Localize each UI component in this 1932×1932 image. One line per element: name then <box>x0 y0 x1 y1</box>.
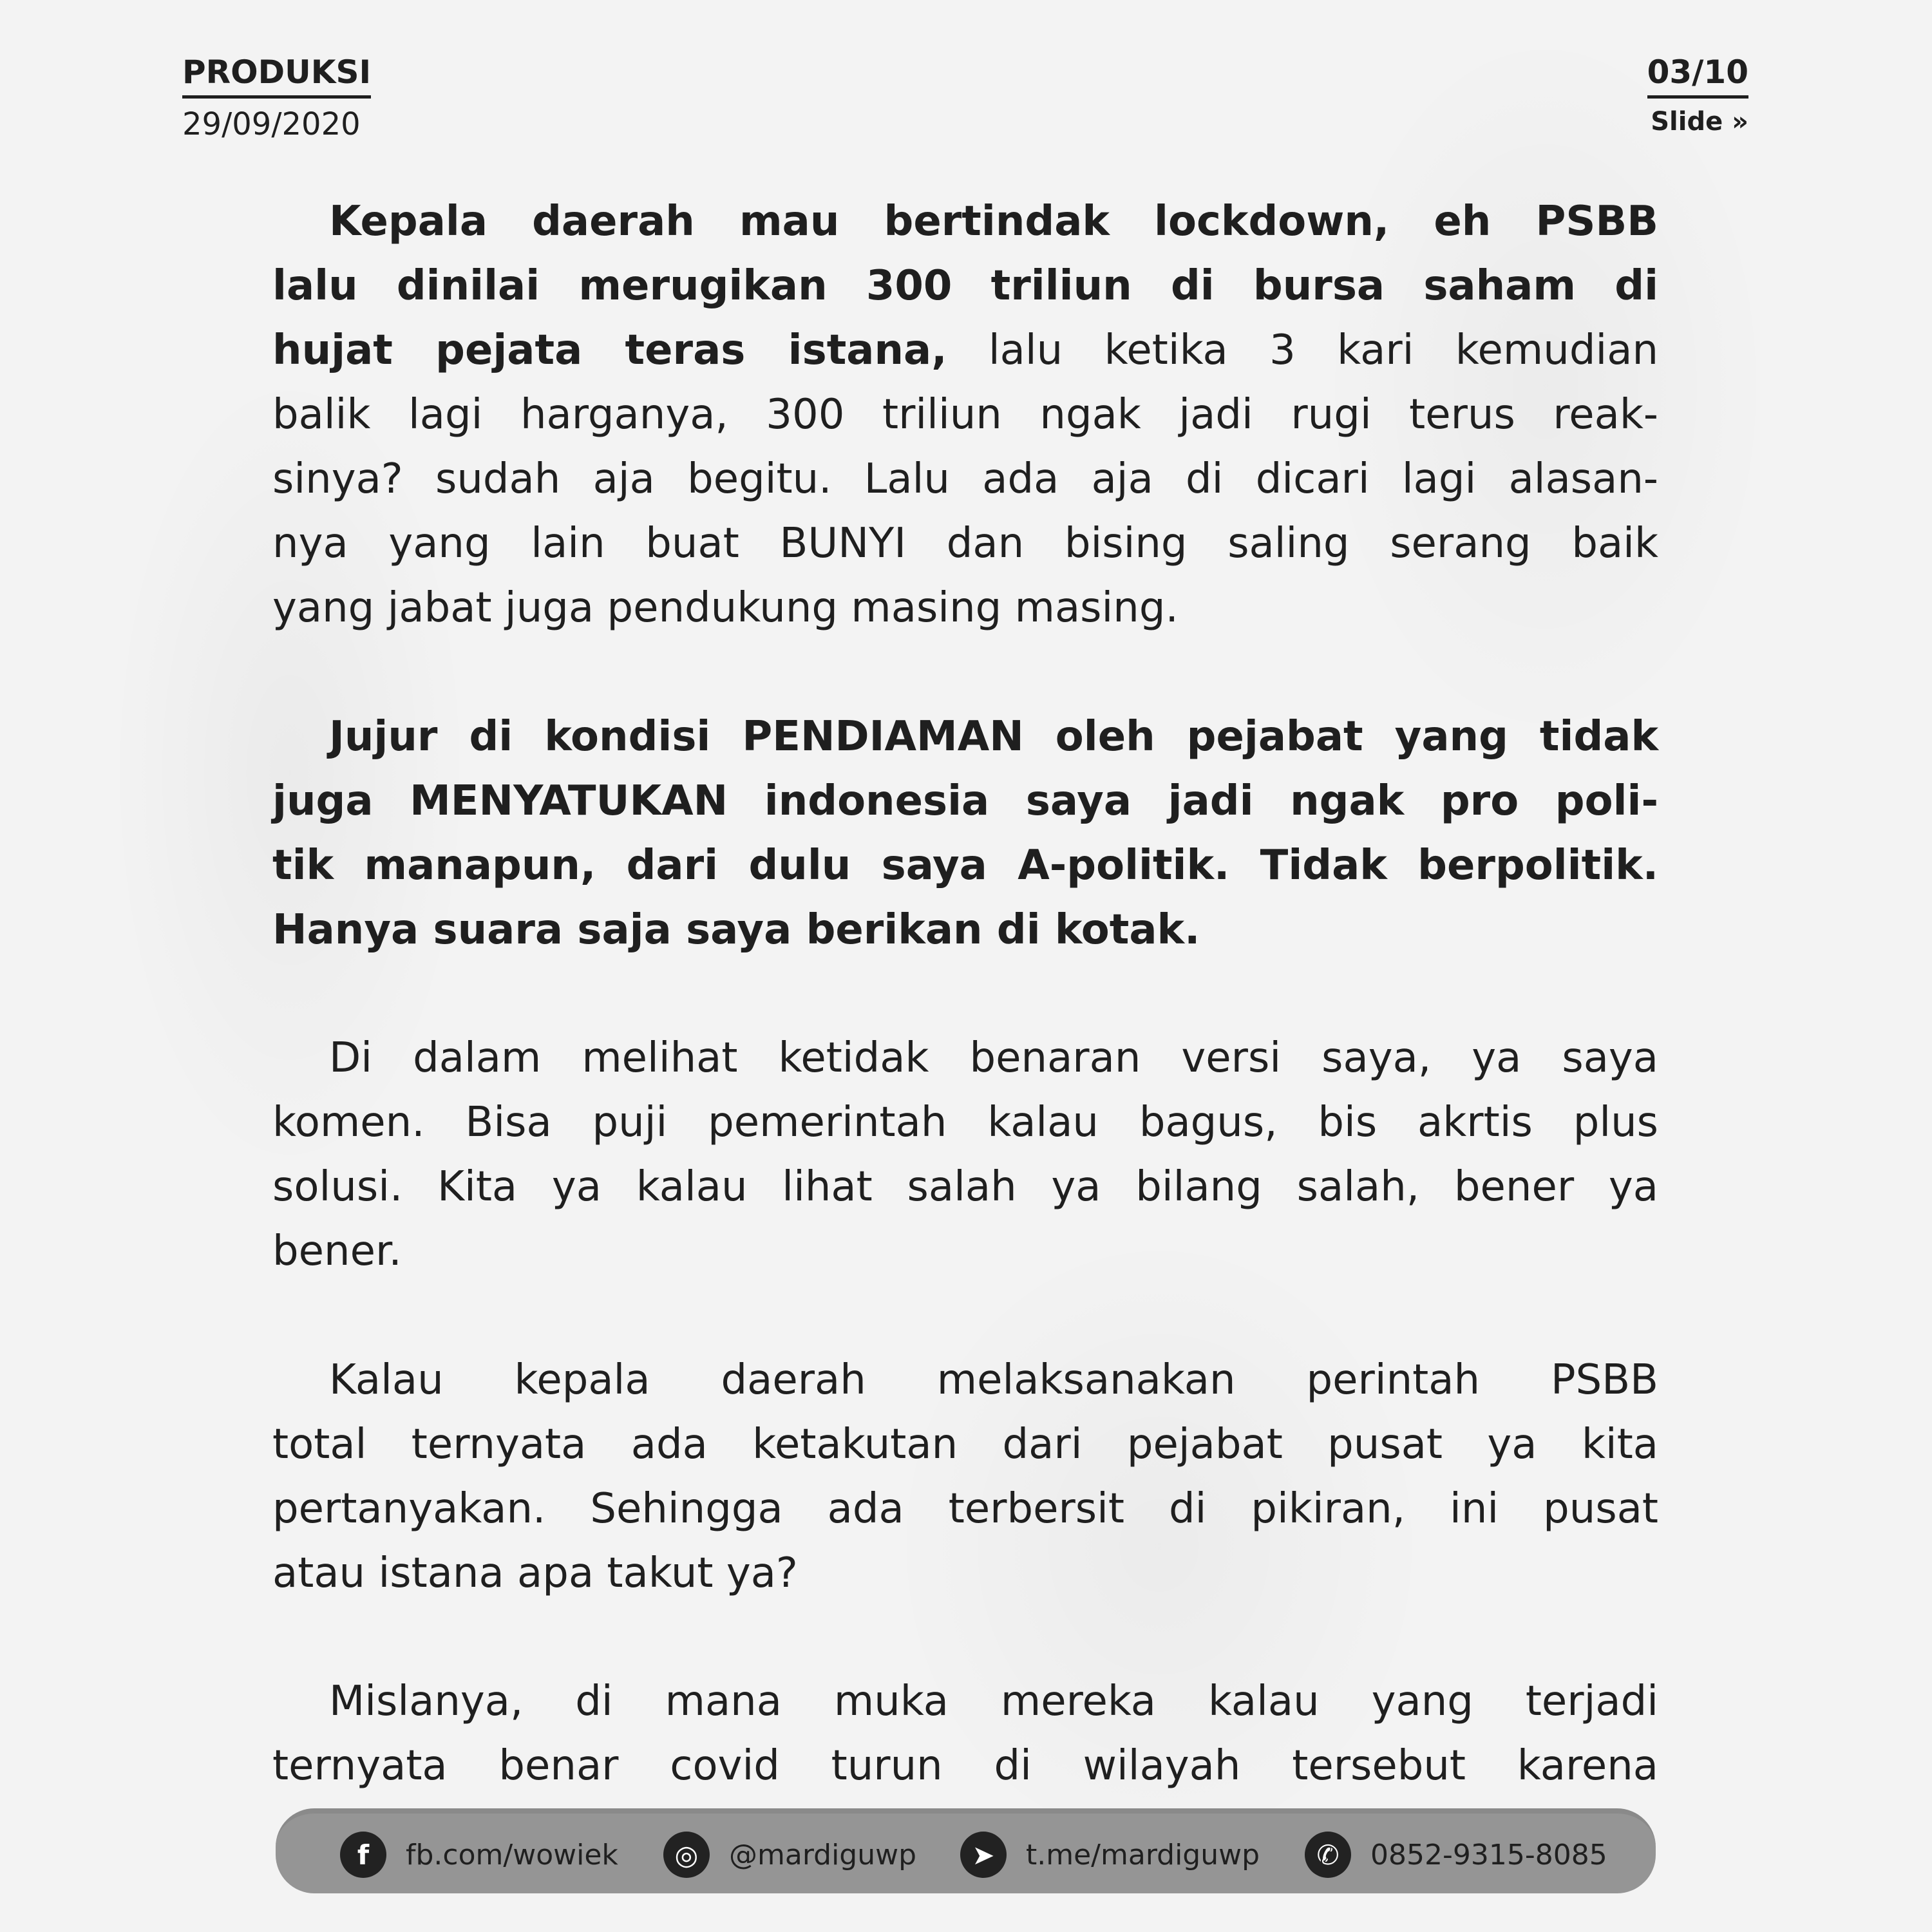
text: atau istana apa takut ya? <box>272 1549 798 1597</box>
text: Kalau kepala daerah melaksanakan perintah PSBB <box>329 1356 1658 1404</box>
whatsapp-icon: ✆ <box>1305 1832 1351 1878</box>
social-link[interactable] <box>1305 1832 1607 1878</box>
instagram-icon: ◎ <box>663 1832 710 1878</box>
text-line <box>272 1090 1658 1155</box>
text: sinya? sudah aja begitu. Lalu ada aja di dicari lagi alasan- <box>272 455 1658 503</box>
page-counter: 03/10 <box>1647 53 1748 91</box>
text: balik lagi harganya, 300 triliun ngak jadi rugi terus reak- <box>272 391 1658 439</box>
text-line <box>272 898 1658 962</box>
social-link[interactable] <box>340 1832 618 1878</box>
text-line <box>272 1155 1658 1219</box>
text: ternyata benar covid turun di wilayah tersebut karena <box>272 1742 1658 1790</box>
text-line <box>272 1477 1658 1541</box>
text-line <box>272 1541 1658 1605</box>
text-line <box>272 769 1658 833</box>
text-line <box>272 1669 1658 1734</box>
telegram-icon: ➤ <box>960 1832 1007 1878</box>
social-handle: t.me/mardiguwp <box>1026 1838 1260 1871</box>
text: total ternyata ada ketakutan dari pejabat pusat ya kita <box>272 1421 1658 1468</box>
header-left <box>182 53 371 144</box>
bold-text: Hanya suara saja saya berikan di kotak. <box>272 906 1200 954</box>
text-line <box>272 254 1658 318</box>
divider <box>1647 95 1748 99</box>
text-line <box>272 1219 1658 1283</box>
text-line <box>272 1412 1658 1477</box>
text-line <box>272 318 1658 383</box>
text-line <box>272 511 1658 576</box>
paragraph <box>272 705 1658 962</box>
text: komen. Bisa puji pemerintah kalau bagus, bis akrtis plus <box>272 1099 1658 1146</box>
text-line <box>272 705 1658 769</box>
bold-text: juga MENYATUKAN indonesia saya jadi ngak pro poli- <box>272 777 1658 825</box>
bold-text: hujat pejata teras istana, <box>272 327 947 374</box>
text-line <box>272 447 1658 511</box>
divider <box>182 95 371 99</box>
facebook-icon: f <box>340 1832 386 1878</box>
text: Di dalam melihat ketidak benaran versi saya, ya saya <box>329 1034 1658 1082</box>
paragraph <box>272 1026 1658 1283</box>
social-link[interactable] <box>663 1832 916 1878</box>
text-line <box>272 576 1658 640</box>
text: pertanyakan. Sehingga ada terbersit di pikiran, ini pusat <box>272 1485 1658 1533</box>
paragraph <box>272 189 1658 640</box>
text: solusi. Kita ya kalau lihat salah ya bilang salah, bener ya <box>272 1163 1658 1211</box>
paragraph <box>272 1669 1658 1798</box>
category-label: PRODUKSI <box>182 53 372 91</box>
paragraph <box>272 1348 1658 1605</box>
text-line <box>272 833 1658 898</box>
text-line <box>272 1734 1658 1798</box>
text-line <box>272 383 1658 447</box>
text: nya yang lain buat BUNYI dan bising saling serang baik <box>272 520 1658 567</box>
text-line <box>272 189 1658 254</box>
next-slide-hint: Slide » <box>1651 107 1748 137</box>
bold-text: Kepala daerah mau bertindak lockdown, eh PSBB <box>329 198 1658 245</box>
date-label: 29/09/2020 <box>182 106 361 142</box>
text-line <box>272 1348 1658 1412</box>
social-handle: fb.com/wowiek <box>406 1838 618 1871</box>
bold-text: lalu dinilai merugikan 300 triliun di bursa saham di <box>272 262 1658 310</box>
bold-text: Jujur di kondisi PENDIAMAN oleh pejabat yang tidak <box>329 713 1658 761</box>
social-footer <box>276 1808 1656 1893</box>
text: Mislanya, di mana muka mereka kalau yang terjadi <box>329 1678 1658 1725</box>
text: lalu ketika 3 kari kemudian <box>947 327 1658 374</box>
bold-text: tik manapun, dari dulu saya A-politik. Tidak berpolitik. <box>272 842 1658 889</box>
social-handle: @mardiguwp <box>729 1838 917 1871</box>
text: yang jabat juga pendukung masing masing. <box>272 584 1179 632</box>
social-handle: 0852-9315-8085 <box>1370 1838 1607 1871</box>
social-link[interactable] <box>960 1832 1260 1878</box>
text: bener. <box>272 1227 402 1275</box>
header-right <box>1647 53 1748 138</box>
text-line <box>272 1026 1658 1090</box>
